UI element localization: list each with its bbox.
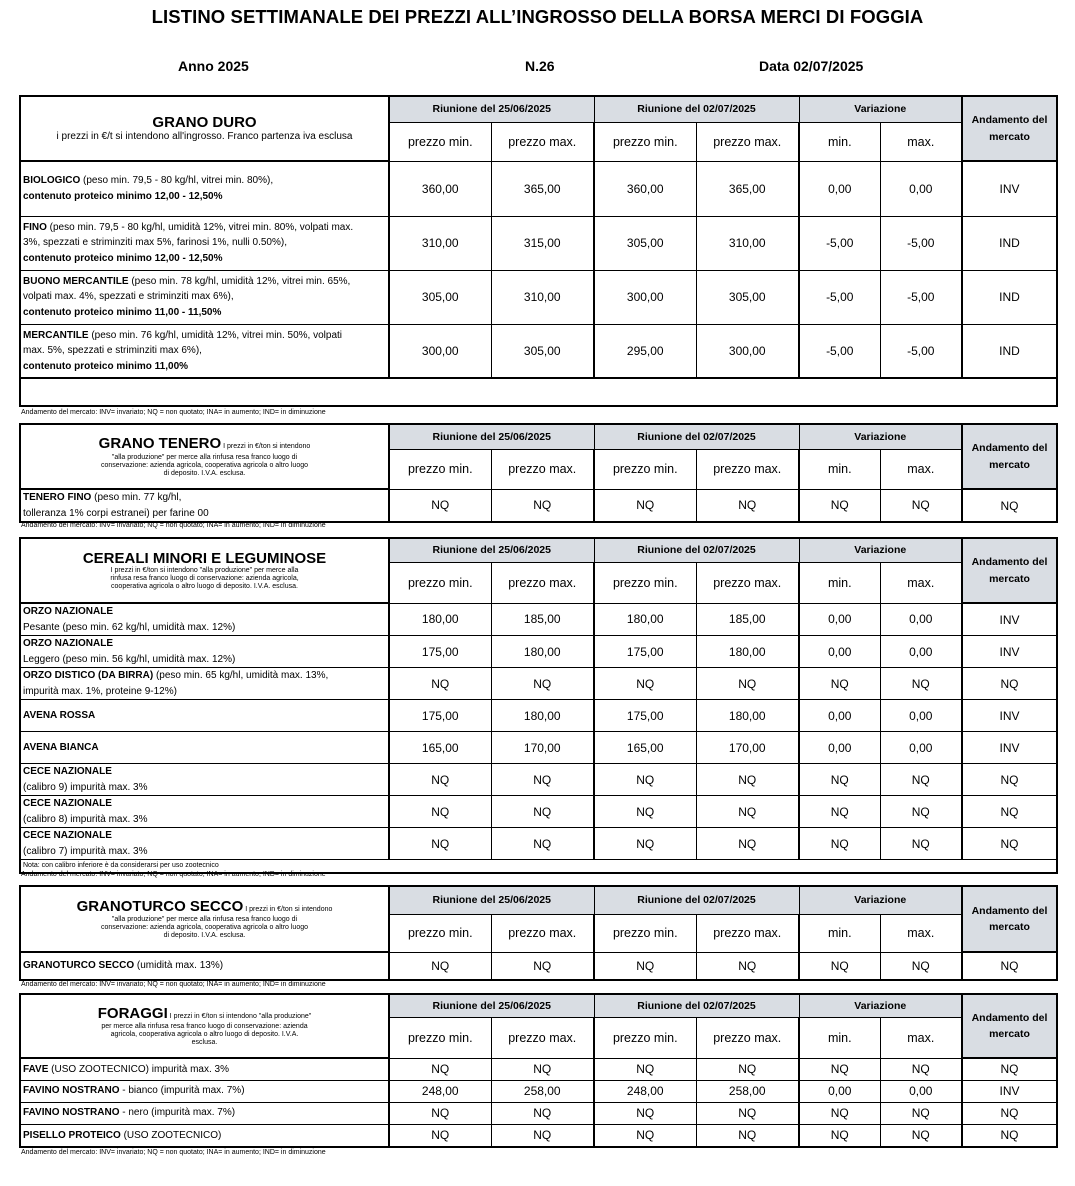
price-cell: NQ bbox=[389, 764, 491, 796]
andamento-header: Andamento del mercato bbox=[962, 96, 1057, 161]
variation-cell: -5,00 bbox=[799, 216, 880, 270]
table-row bbox=[20, 952, 1057, 980]
price-cell: NQ bbox=[696, 1102, 799, 1124]
price-cell: 180,00 bbox=[696, 700, 799, 732]
min-header: min. bbox=[799, 1017, 880, 1058]
cereali-minori-title-cell bbox=[20, 538, 389, 603]
variation-cell: NQ bbox=[880, 668, 962, 700]
variation-cell: NQ bbox=[799, 796, 880, 828]
price-cell: 360,00 bbox=[594, 161, 696, 216]
price-cell: 180,00 bbox=[491, 700, 594, 732]
grano-tenero-title-cell bbox=[20, 424, 389, 489]
page-title: LISTINO SETTIMANALE DEI PREZZI ALL’INGROSSO DELLA BORSA MERCI DI FOGGIA bbox=[151, 6, 924, 27]
variation-cell: 0,00 bbox=[880, 603, 962, 636]
andamento-cell: INV bbox=[962, 161, 1057, 216]
variation-cell: NQ bbox=[880, 952, 962, 980]
variation-cell: NQ bbox=[799, 1124, 880, 1147]
price-cell: NQ bbox=[491, 796, 594, 828]
variation-cell: 0,00 bbox=[799, 1080, 880, 1102]
variation-cell: 0,00 bbox=[799, 161, 880, 216]
riunione-curr-header: Riunione del 02/07/2025 bbox=[594, 96, 799, 122]
prezzo-max-header: prezzo max. bbox=[696, 1017, 799, 1058]
price-cell: NQ bbox=[491, 668, 594, 700]
footnote: Nota: con calibro inferiore è da considerarsi per uso zootecnico bbox=[20, 860, 1057, 873]
grano-duro-table bbox=[19, 95, 1058, 407]
andamento-cell: NQ bbox=[962, 1058, 1057, 1080]
table-row bbox=[20, 1124, 1057, 1147]
note-line: conservazione: azienda agricola, cooperativa agricola o altro luogo bbox=[100, 924, 309, 932]
andamento-cell: IND bbox=[962, 270, 1057, 324]
price-cell: 310,00 bbox=[696, 216, 799, 270]
variation-cell: NQ bbox=[880, 1102, 962, 1124]
product-cell: BIOLOGICO (peso min. 79,5 - 80 kg/hl, vitrei min. 80%), contenuto proteico minimo 12,00 - 12,50% bbox=[20, 161, 389, 216]
prezzo-min-header: prezzo min. bbox=[594, 449, 696, 489]
price-cell: 180,00 bbox=[491, 636, 594, 668]
note-line: conservazione: azienda agricola, cooperativa agricola o altro luogo bbox=[100, 461, 309, 469]
price-cell: 365,00 bbox=[696, 161, 799, 216]
price-cell: NQ bbox=[491, 489, 594, 522]
variation-cell: NQ bbox=[880, 1058, 962, 1080]
price-cell: NQ bbox=[389, 489, 491, 522]
prezzo-max-header: prezzo max. bbox=[491, 562, 594, 603]
price-cell: NQ bbox=[594, 828, 696, 860]
product-cell: FINO (peso min. 79,5 - 80 kg/hl, umidità 12%, vitrei min. 80%, volpati max. 3%, spezzati e striminziti max 5%, farinosi 1%, nulli 0.50%), contenuto proteico minimo 12,00 - 12,50% bbox=[20, 216, 389, 270]
table-row bbox=[20, 732, 1057, 764]
note-line: I prezzi in €/ton si intendono "alla produzione" per merce alla bbox=[110, 567, 299, 575]
variation-cell: -5,00 bbox=[880, 216, 962, 270]
product-cell: PISELLO PROTEICO (USO ZOOTECNICO) bbox=[20, 1124, 389, 1147]
product-cell: CECE NAZIONALE (calibro 9) impurità max. 3% bbox=[20, 764, 389, 796]
prezzo-max-header: prezzo max. bbox=[696, 562, 799, 603]
product-cell: FAVE (USO ZOOTECNICO) impurità max. 3% bbox=[20, 1058, 389, 1080]
product-cell: AVENA BIANCA bbox=[20, 732, 389, 764]
grano-duro-title-cell bbox=[20, 96, 389, 161]
andamento-header: Andamento del mercato bbox=[962, 538, 1057, 603]
andamento-cell: NQ bbox=[962, 1102, 1057, 1124]
product-cell: FAVINO NOSTRANO - nero (impurità max. 7%) bbox=[20, 1102, 389, 1124]
product-cell: ORZO NAZIONALE Leggero (peso min. 56 kg/hl, umidità max. 12%) bbox=[20, 636, 389, 668]
price-cell: 305,00 bbox=[696, 270, 799, 324]
min-header: min. bbox=[799, 914, 880, 952]
table-row bbox=[20, 270, 1057, 324]
price-cell: NQ bbox=[696, 668, 799, 700]
variation-cell: NQ bbox=[880, 828, 962, 860]
price-cell: NQ bbox=[594, 1124, 696, 1147]
empty-row bbox=[20, 378, 1057, 406]
price-cell: 165,00 bbox=[389, 732, 491, 764]
max-header: max. bbox=[880, 449, 962, 489]
product-cell: CECE NAZIONALE (calibro 8) impurità max. 3% bbox=[20, 796, 389, 828]
prezzo-min-header: prezzo min. bbox=[389, 914, 491, 952]
anno-label: Anno 2025 bbox=[178, 58, 249, 74]
andamento-cell: NQ bbox=[962, 796, 1057, 828]
price-cell: 175,00 bbox=[594, 636, 696, 668]
price-cell: 180,00 bbox=[594, 603, 696, 636]
andamento-cell: NQ bbox=[962, 1124, 1057, 1147]
price-cell: 248,00 bbox=[594, 1080, 696, 1102]
legend-note: Andamento del mercato: INV= invariato; NQ = non quotato; INA= in aumento; IND= in diminuzione bbox=[21, 871, 326, 878]
note-line: I prezzi in €/ton si intendono bbox=[221, 443, 311, 451]
table-row bbox=[20, 489, 1057, 522]
prezzo-min-header: prezzo min. bbox=[389, 449, 491, 489]
price-cell: NQ bbox=[389, 952, 491, 980]
price-cell: NQ bbox=[696, 489, 799, 522]
variation-cell: NQ bbox=[799, 764, 880, 796]
price-cell: NQ bbox=[594, 489, 696, 522]
price-cell: 305,00 bbox=[594, 216, 696, 270]
legend-note: Andamento del mercato: INV= invariato; NQ = non quotato; INA= in aumento; IND= in diminuzione bbox=[21, 981, 326, 988]
andamento-cell: NQ bbox=[962, 489, 1057, 522]
variation-cell: NQ bbox=[880, 1124, 962, 1147]
prezzo-max-header: prezzo max. bbox=[696, 914, 799, 952]
price-cell: 258,00 bbox=[696, 1080, 799, 1102]
price-cell: NQ bbox=[389, 1058, 491, 1080]
prezzo-min-header: prezzo min. bbox=[389, 562, 491, 603]
price-cell: 310,00 bbox=[491, 270, 594, 324]
max-header: max. bbox=[880, 914, 962, 952]
max-header: max. bbox=[880, 122, 962, 161]
price-cell: 300,00 bbox=[389, 324, 491, 378]
variation-cell: NQ bbox=[799, 828, 880, 860]
product-cell: ORZO NAZIONALE Pesante (peso min. 62 kg/hl, umidità max. 12%) bbox=[20, 603, 389, 636]
prezzo-max-header: prezzo max. bbox=[491, 1017, 594, 1058]
price-cell: NQ bbox=[491, 828, 594, 860]
price-cell: 170,00 bbox=[696, 732, 799, 764]
price-cell: 170,00 bbox=[491, 732, 594, 764]
numero-label: N.26 bbox=[525, 58, 555, 74]
prezzo-max-header: prezzo max. bbox=[491, 914, 594, 952]
note-line: cooperativa agricola o altro luogo di deposito. I.V.A. esclusa. bbox=[111, 583, 298, 591]
table-row bbox=[20, 1058, 1057, 1080]
note-line: I prezzi in €/ton si intendono "alla produzione" bbox=[167, 1012, 312, 1020]
variation-cell: NQ bbox=[799, 668, 880, 700]
variazione-header: Variazione bbox=[799, 994, 962, 1017]
variation-cell: 0,00 bbox=[880, 700, 962, 732]
price-cell: NQ bbox=[696, 1058, 799, 1080]
riunione-prev-header: Riunione del 25/06/2025 bbox=[389, 994, 594, 1017]
variazione-header: Variazione bbox=[799, 538, 962, 562]
table-row bbox=[20, 796, 1057, 828]
andamento-cell: NQ bbox=[962, 828, 1057, 860]
price-cell: 300,00 bbox=[594, 270, 696, 324]
foraggi-title: FORAGGI bbox=[97, 1004, 168, 1022]
product-cell: CECE NAZIONALE (calibro 7) impurità max. 3% bbox=[20, 828, 389, 860]
price-cell: NQ bbox=[594, 796, 696, 828]
product-cell: FAVINO NOSTRANO - bianco (impurità max. 7%) bbox=[20, 1080, 389, 1102]
min-header: min. bbox=[799, 562, 880, 603]
note-line: di deposito. I.V.A. esclusa. bbox=[163, 469, 246, 477]
price-cell: 165,00 bbox=[594, 732, 696, 764]
price-cell: 175,00 bbox=[389, 700, 491, 732]
note-line: I prezzi in €/ton si intendono bbox=[243, 905, 333, 913]
data-label: Data 02/07/2025 bbox=[759, 58, 864, 74]
price-cell: 180,00 bbox=[696, 636, 799, 668]
andamento-cell: IND bbox=[962, 324, 1057, 378]
product-cell: MERCANTILE (peso min. 76 kg/hl, umidità 12%, vitrei min. 50%, volpati max. 5%, spezzati e striminziti max 6%), contenuto proteico minimo 11,00% bbox=[20, 324, 389, 378]
variation-cell: 0,00 bbox=[880, 161, 962, 216]
foraggi-table bbox=[19, 993, 1058, 1148]
price-cell: 180,00 bbox=[389, 603, 491, 636]
min-header: min. bbox=[799, 122, 880, 161]
andamento-cell: INV bbox=[962, 636, 1057, 668]
price-cell: NQ bbox=[696, 952, 799, 980]
price-cell: NQ bbox=[389, 1102, 491, 1124]
price-cell: 295,00 bbox=[594, 324, 696, 378]
riunione-curr-header: Riunione del 02/07/2025 bbox=[594, 994, 799, 1017]
variation-cell: 0,00 bbox=[799, 732, 880, 764]
andamento-header: Andamento del mercato bbox=[962, 886, 1057, 952]
price-cell: 315,00 bbox=[491, 216, 594, 270]
variation-cell: NQ bbox=[799, 1102, 880, 1124]
variation-cell: NQ bbox=[880, 764, 962, 796]
table-row bbox=[20, 764, 1057, 796]
variation-cell: 0,00 bbox=[880, 1080, 962, 1102]
prezzo-min-header: prezzo min. bbox=[594, 914, 696, 952]
prezzo-max-header: prezzo max. bbox=[491, 449, 594, 489]
prezzo-min-header: prezzo min. bbox=[389, 1017, 491, 1058]
andamento-header: Andamento del mercato bbox=[962, 424, 1057, 489]
price-cell: 185,00 bbox=[696, 603, 799, 636]
price-cell: NQ bbox=[491, 952, 594, 980]
price-cell: NQ bbox=[491, 1124, 594, 1147]
riunione-curr-header: Riunione del 02/07/2025 bbox=[594, 538, 799, 562]
price-cell: NQ bbox=[594, 952, 696, 980]
prezzo-min-header: prezzo min. bbox=[594, 562, 696, 603]
price-cell: NQ bbox=[594, 668, 696, 700]
granoturco-title: GRANOTURCO SECCO bbox=[76, 897, 244, 915]
price-cell: 248,00 bbox=[389, 1080, 491, 1102]
prezzo-min-header: prezzo min. bbox=[389, 122, 491, 161]
grano-tenero-table bbox=[19, 423, 1058, 523]
grano-duro-note: i prezzi in €/t si intendono all'ingrosso. Franco partenza iva esclusa bbox=[56, 131, 353, 143]
legend-note: Andamento del mercato: INV= invariato; NQ = non quotato; INA= in aumento; IND= in diminuzione bbox=[21, 522, 326, 529]
price-cell: 360,00 bbox=[389, 161, 491, 216]
granoturco-table bbox=[19, 885, 1058, 981]
andamento-cell: NQ bbox=[962, 668, 1057, 700]
product-cell: TENERO FINO (peso min. 77 kg/hl, tolleranza 1% corpi estranei) per farine 00 bbox=[20, 489, 389, 522]
variation-cell: 0,00 bbox=[880, 636, 962, 668]
table-row bbox=[20, 636, 1057, 668]
price-cell: NQ bbox=[594, 764, 696, 796]
price-cell: NQ bbox=[389, 1124, 491, 1147]
variation-cell: -5,00 bbox=[799, 324, 880, 378]
price-cell: NQ bbox=[594, 1102, 696, 1124]
price-cell: NQ bbox=[389, 828, 491, 860]
price-cell: NQ bbox=[491, 1058, 594, 1080]
table-row bbox=[20, 324, 1057, 378]
table-row bbox=[20, 668, 1057, 700]
note-line: esclusa. bbox=[191, 1039, 218, 1047]
price-cell: NQ bbox=[594, 1058, 696, 1080]
variation-cell: NQ bbox=[880, 489, 962, 522]
legend-note: Andamento del mercato: INV= invariato; NQ = non quotato; INA= in aumento; IND= in diminuzione bbox=[21, 409, 326, 416]
variazione-header: Variazione bbox=[799, 886, 962, 914]
prezzo-min-header: prezzo min. bbox=[594, 122, 696, 161]
product-cell: BUONO MERCANTILE (peso min. 78 kg/hl, umidità 12%, vitrei min. 65%, volpati max. 4%, spezzati e striminziti max 6%), contenuto proteico minimo 11,00 - 11,50% bbox=[20, 270, 389, 324]
product-cell: AVENA ROSSA bbox=[20, 700, 389, 732]
product-cell: GRANOTURCO SECCO (umidità max. 13%) bbox=[20, 952, 389, 980]
note-line: "alla produzione" per merce alla rinfusa resa franco luogo di bbox=[111, 453, 298, 461]
table-row bbox=[20, 1080, 1057, 1102]
price-cell: NQ bbox=[491, 764, 594, 796]
price-cell: NQ bbox=[696, 764, 799, 796]
riunione-prev-header: Riunione del 25/06/2025 bbox=[389, 538, 594, 562]
note-line: "alla produzione" per merce alla rinfusa resa franco luogo di bbox=[111, 916, 298, 924]
min-header: min. bbox=[799, 449, 880, 489]
price-cell: NQ bbox=[491, 1102, 594, 1124]
andamento-cell: IND bbox=[962, 216, 1057, 270]
variation-cell: 0,00 bbox=[799, 700, 880, 732]
price-cell: 175,00 bbox=[389, 636, 491, 668]
riunione-prev-header: Riunione del 25/06/2025 bbox=[389, 96, 594, 122]
variation-cell: NQ bbox=[799, 952, 880, 980]
riunione-prev-header: Riunione del 25/06/2025 bbox=[389, 886, 594, 914]
price-cell: 258,00 bbox=[491, 1080, 594, 1102]
variation-cell: NQ bbox=[799, 489, 880, 522]
granoturco-title-cell bbox=[20, 886, 389, 952]
variation-cell: -5,00 bbox=[880, 270, 962, 324]
table-row bbox=[20, 700, 1057, 732]
foraggi-title-cell bbox=[20, 994, 389, 1058]
andamento-cell: INV bbox=[962, 1080, 1057, 1102]
prezzo-max-header: prezzo max. bbox=[696, 449, 799, 489]
price-cell: NQ bbox=[389, 796, 491, 828]
riunione-prev-header: Riunione del 25/06/2025 bbox=[389, 424, 594, 449]
table-row bbox=[20, 161, 1057, 216]
price-cell: 305,00 bbox=[389, 270, 491, 324]
variazione-header: Variazione bbox=[799, 424, 962, 449]
note-line: rinfusa resa franco luogo di conservazione: azienda agricola, bbox=[110, 575, 299, 583]
andamento-cell: NQ bbox=[962, 764, 1057, 796]
andamento-cell: INV bbox=[962, 603, 1057, 636]
max-header: max. bbox=[880, 1017, 962, 1058]
variation-cell: NQ bbox=[880, 796, 962, 828]
variation-cell: NQ bbox=[799, 1058, 880, 1080]
andamento-cell: INV bbox=[962, 700, 1057, 732]
prezzo-max-header: prezzo max. bbox=[491, 122, 594, 161]
variation-cell: 0,00 bbox=[799, 636, 880, 668]
table-row bbox=[20, 216, 1057, 270]
product-cell: ORZO DISTICO (DA BIRRA) (peso min. 65 kg/hl, umidità max. 13%, impurità max. 1%, proteine 9-12%) bbox=[20, 668, 389, 700]
price-cell: NQ bbox=[696, 828, 799, 860]
variation-cell: -5,00 bbox=[880, 324, 962, 378]
prezzo-max-header: prezzo max. bbox=[696, 122, 799, 161]
price-cell: NQ bbox=[696, 796, 799, 828]
riunione-curr-header: Riunione del 02/07/2025 bbox=[594, 886, 799, 914]
price-cell: 305,00 bbox=[491, 324, 594, 378]
table-row bbox=[20, 603, 1057, 636]
andamento-cell: NQ bbox=[962, 952, 1057, 980]
andamento-header: Andamento del mercato bbox=[962, 994, 1057, 1058]
note-line: per merce alla rinfusa resa franco luogo di conservazione: azienda bbox=[101, 1023, 308, 1031]
price-cell: 175,00 bbox=[594, 700, 696, 732]
note-line: agricola, cooperativa agricola o altro luogo di deposito. I.V.A. bbox=[110, 1031, 299, 1039]
max-header: max. bbox=[880, 562, 962, 603]
grano-duro-title: GRANO DURO bbox=[152, 114, 257, 132]
andamento-cell: INV bbox=[962, 732, 1057, 764]
cereali-minori-title: CEREALI MINORI E LEGUMINOSE bbox=[82, 549, 327, 567]
table-row bbox=[20, 828, 1057, 860]
price-cell: NQ bbox=[696, 1124, 799, 1147]
price-cell: 300,00 bbox=[696, 324, 799, 378]
price-cell: NQ bbox=[389, 668, 491, 700]
table-row bbox=[20, 1102, 1057, 1124]
variazione-header: Variazione bbox=[799, 96, 962, 122]
note-line: di deposito. I.V.A. esclusa. bbox=[163, 932, 246, 940]
cereali-minori-table bbox=[19, 537, 1058, 874]
price-cell: 185,00 bbox=[491, 603, 594, 636]
prezzo-min-header: prezzo min. bbox=[594, 1017, 696, 1058]
price-cell: 310,00 bbox=[389, 216, 491, 270]
variation-cell: 0,00 bbox=[799, 603, 880, 636]
variation-cell: -5,00 bbox=[799, 270, 880, 324]
riunione-curr-header: Riunione del 02/07/2025 bbox=[594, 424, 799, 449]
legend-note: Andamento del mercato: INV= invariato; NQ = non quotato; INA= in aumento; IND= in diminuzione bbox=[21, 1149, 326, 1156]
variation-cell: 0,00 bbox=[880, 732, 962, 764]
grano-tenero-title: GRANO TENERO bbox=[98, 435, 222, 453]
price-cell: 365,00 bbox=[491, 161, 594, 216]
